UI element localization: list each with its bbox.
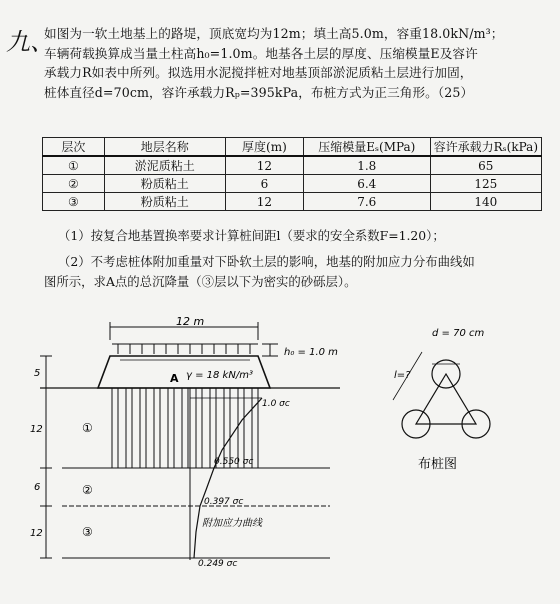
cell-name: 粉质粘土 bbox=[104, 193, 225, 211]
h0-label: h₀ = 1.0 m bbox=[284, 347, 338, 358]
dim-layer1: 12 bbox=[30, 424, 43, 435]
layer-2-marker: ② bbox=[82, 483, 93, 497]
table-row bbox=[43, 175, 542, 193]
question-1: （1）按复合地基置换率要求计算桩间距l（要求的安全系数F=1.20）； bbox=[58, 228, 445, 243]
col-header-bearing: 容许承载力Rₛ(kPa) bbox=[430, 138, 541, 157]
unit-weight-label: γ = 18 kN/m³ bbox=[186, 370, 253, 381]
cell-name: 淤泥质粘土 bbox=[104, 156, 225, 175]
cell-modulus: 1.8 bbox=[303, 156, 430, 175]
pile-spacing-label: l=? bbox=[394, 370, 411, 381]
stress-value-4: 0.249 σc bbox=[198, 559, 238, 569]
cell-thickness: 12 bbox=[225, 156, 303, 175]
width-label: 12 m bbox=[176, 315, 205, 328]
pile-layout-diagram bbox=[393, 352, 490, 438]
pile-layout-title: 布桩图 bbox=[418, 457, 458, 472]
point-a-label: A bbox=[170, 372, 179, 385]
load-arrows bbox=[112, 344, 258, 354]
dim-fill-height: 5 bbox=[34, 368, 41, 379]
dim-layer3: 12 bbox=[30, 528, 43, 539]
dim-layer2: 6 bbox=[34, 482, 41, 493]
problem-statement bbox=[44, 24, 554, 102]
stress-value-1: 1.0 σc bbox=[262, 399, 290, 409]
col-header-name: 地层名称 bbox=[104, 138, 225, 157]
cell-thickness: 6 bbox=[225, 175, 303, 193]
table-header-row bbox=[43, 138, 542, 157]
question-2-line-2: 图所示，求A点的总沉降量（③层以下为密实的砂砾层）。 bbox=[44, 274, 357, 289]
statement-line: 车辆荷载换算成当量土柱高h₀=1.0m。地基各土层的厚度、压缩模量E及容许 bbox=[44, 45, 478, 61]
cell-layer: ② bbox=[43, 175, 105, 193]
cell-bearing: 125 bbox=[430, 175, 541, 193]
col-header-modulus: 压缩模量Eₛ(MPa) bbox=[303, 138, 430, 157]
table-row bbox=[43, 193, 542, 211]
cell-name: 粉质粘土 bbox=[104, 175, 225, 193]
col-header-thickness: 厚度(m) bbox=[225, 138, 303, 157]
stress-value-3: 0.397 σc bbox=[204, 497, 244, 507]
question-2-line-1: （2）不考虑桩体附加重量对下卧软土层的影响，地基的附加应力分布曲线如 bbox=[58, 254, 475, 269]
table-row bbox=[43, 156, 542, 175]
cell-bearing: 65 bbox=[430, 156, 541, 175]
col-header-layer: 层次 bbox=[43, 138, 105, 157]
statement-line: 如图为一软土地基上的路堤，顶底宽均为12m；填土高5.0m，容重18.0kN/m³； bbox=[44, 26, 504, 41]
statement-line: 桩体直径d=70cm，容许承载力Rₚ=395kPa，布桩方式为正三角形。（25） bbox=[44, 84, 474, 100]
cell-thickness: 12 bbox=[225, 193, 303, 211]
stress-curve-label: 附加应力曲线 bbox=[202, 518, 262, 529]
cell-modulus: 6.4 bbox=[303, 175, 430, 193]
cell-layer: ① bbox=[43, 156, 105, 175]
problem-number: 九、 bbox=[6, 28, 54, 56]
statement-line: 承载力R如表中所列。拟选用水泥搅拌桩对地基顶部淤泥质粘土层进行加固， bbox=[44, 65, 473, 80]
h0-dimension bbox=[262, 344, 278, 356]
layer-1-marker: ① bbox=[82, 421, 93, 435]
pile-diameter-label: d = 70 cm bbox=[432, 328, 485, 339]
embankment-figure bbox=[0, 300, 560, 604]
layer-3-marker: ③ bbox=[82, 525, 93, 539]
cell-layer: ③ bbox=[43, 193, 105, 211]
cell-modulus: 7.6 bbox=[303, 193, 430, 211]
stress-value-2: 0.550 σc bbox=[214, 457, 254, 467]
soil-layer-table bbox=[42, 137, 542, 211]
cell-bearing: 140 bbox=[430, 193, 541, 211]
triangle-layout bbox=[416, 374, 476, 424]
